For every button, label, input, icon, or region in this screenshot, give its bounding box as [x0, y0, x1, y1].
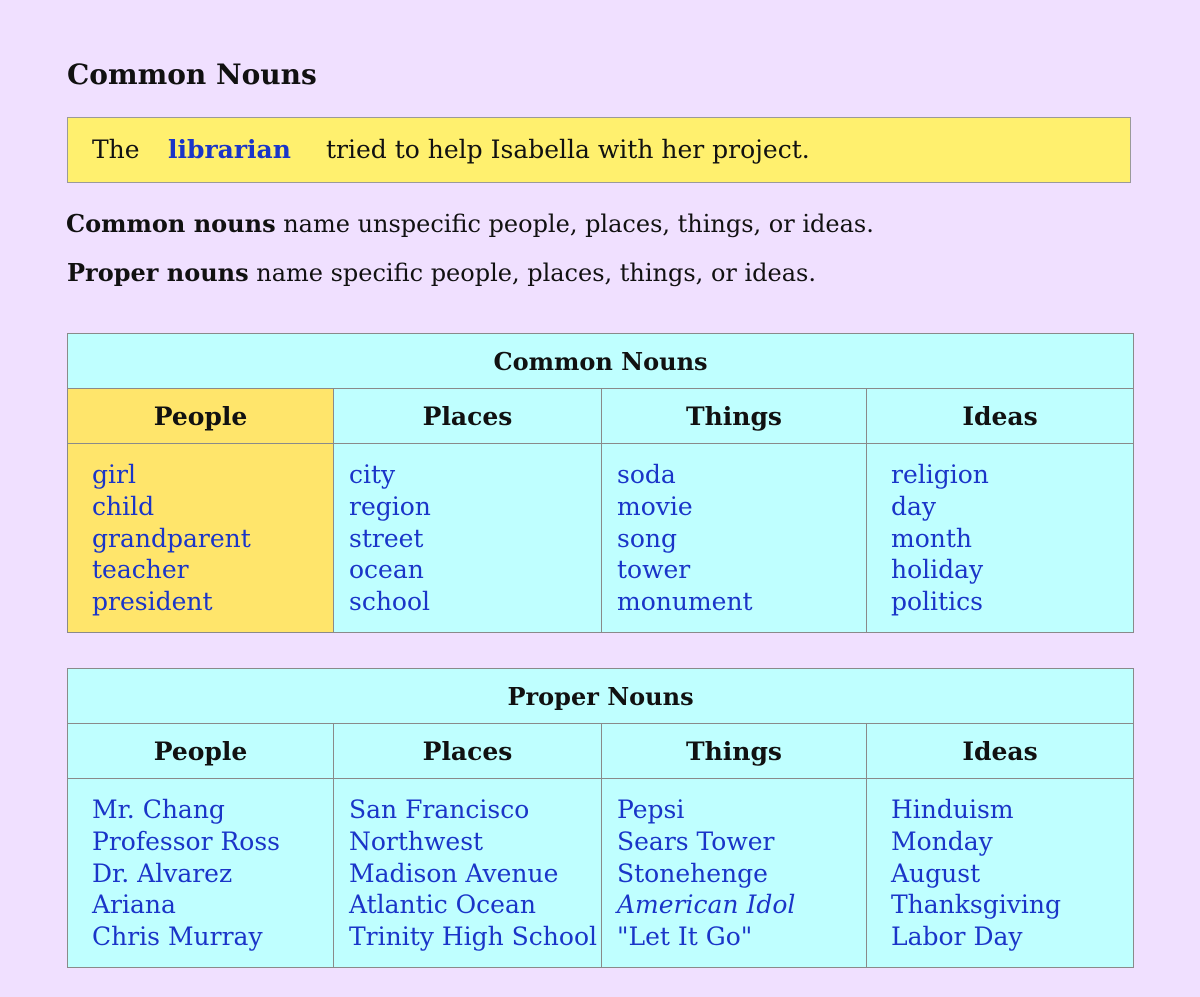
common-header-ideas: Ideas: [867, 389, 1134, 444]
list-item: Stonehenge: [617, 858, 768, 888]
list-item: Labor Day: [891, 922, 1023, 952]
common-places-list: [334, 444, 601, 618]
proper-things-list: [602, 779, 866, 953]
list-item: Northwest: [349, 826, 484, 856]
list-item: Chris Murray: [92, 922, 263, 952]
list-item: religion: [891, 460, 989, 489]
list-item: Dr. Alvarez: [92, 858, 233, 888]
example-word-before: The: [92, 135, 140, 164]
list-item: grandparent: [92, 523, 251, 553]
common-table-title: Common Nouns: [68, 334, 1134, 389]
list-item: monument: [617, 587, 753, 617]
proper-table-title: Proper Nouns: [68, 669, 1134, 724]
proper-people-cell: [68, 779, 334, 968]
list-item: Trinity High School: [349, 922, 598, 952]
list-item: movie: [617, 491, 693, 521]
common-noun-description: name unspecific people, places, things, or ideas.: [275, 210, 874, 238]
list-item: Madison Avenue: [349, 858, 559, 888]
proper-ideas-list: [867, 779, 1133, 953]
list-item: politics: [891, 587, 983, 617]
list-item: girl: [92, 460, 136, 489]
list-item: Thanksgiving: [891, 890, 1061, 920]
list-item: American Idol: [617, 890, 796, 920]
common-noun-term: Common nouns: [66, 209, 276, 238]
proper-places-list: [334, 779, 601, 953]
list-item: president: [92, 587, 213, 617]
proper-header-things: Things: [602, 724, 867, 779]
example-highlighted-noun: librarian: [168, 135, 291, 164]
list-item: child: [92, 491, 155, 521]
list-item: tower: [617, 555, 691, 585]
list-item: Hinduism: [891, 795, 1014, 824]
list-item: August: [891, 858, 981, 888]
page-title: Common Nouns: [67, 58, 317, 91]
common-ideas-list: [867, 444, 1133, 618]
proper-noun-definition: [67, 257, 816, 289]
common-people-cell: [68, 444, 334, 633]
proper-header-ideas: Ideas: [867, 724, 1134, 779]
common-ideas-cell: [867, 444, 1134, 633]
list-item: teacher: [92, 555, 189, 585]
list-item: street: [349, 523, 424, 553]
list-item: region: [349, 491, 431, 521]
proper-places-cell: [334, 779, 602, 968]
list-item: day: [891, 491, 937, 521]
common-things-list: [602, 444, 866, 618]
list-item: soda: [617, 460, 676, 489]
list-item: "Let It Go": [617, 922, 753, 952]
list-item: Professor Ross: [92, 826, 281, 856]
list-item: Monday: [891, 826, 993, 856]
example-sentence-box: [67, 117, 1131, 183]
list-item: city: [349, 460, 396, 489]
common-header-people: People: [68, 389, 334, 444]
proper-things-cell: [602, 779, 867, 968]
common-things-cell: [602, 444, 867, 633]
common-nouns-table: [67, 333, 1134, 633]
list-item: month: [891, 523, 973, 553]
common-header-things: Things: [602, 389, 867, 444]
proper-nouns-table: [67, 668, 1134, 968]
example-word-after: tried to help Isabella with her project.: [326, 135, 810, 164]
common-people-list: [68, 444, 333, 618]
list-item: Atlantic Ocean: [349, 890, 536, 920]
common-noun-definition: [66, 208, 874, 240]
proper-noun-description: name specific people, places, things, or ideas.: [248, 259, 816, 287]
proper-ideas-cell: [867, 779, 1134, 968]
list-item: Sears Tower: [617, 826, 775, 856]
common-header-places: Places: [334, 389, 602, 444]
list-item: Mr. Chang: [92, 795, 225, 824]
list-item: Ariana: [92, 890, 176, 920]
list-item: Pepsi: [617, 795, 685, 824]
list-item: San Francisco: [349, 795, 530, 824]
list-item: song: [617, 523, 677, 553]
proper-header-people: People: [68, 724, 334, 779]
proper-noun-term: Proper nouns: [67, 258, 249, 287]
list-item: school: [349, 587, 431, 617]
list-item: ocean: [349, 555, 424, 585]
list-item: holiday: [891, 555, 984, 585]
common-places-cell: [334, 444, 602, 633]
proper-people-list: [68, 779, 333, 953]
proper-header-places: Places: [334, 724, 602, 779]
